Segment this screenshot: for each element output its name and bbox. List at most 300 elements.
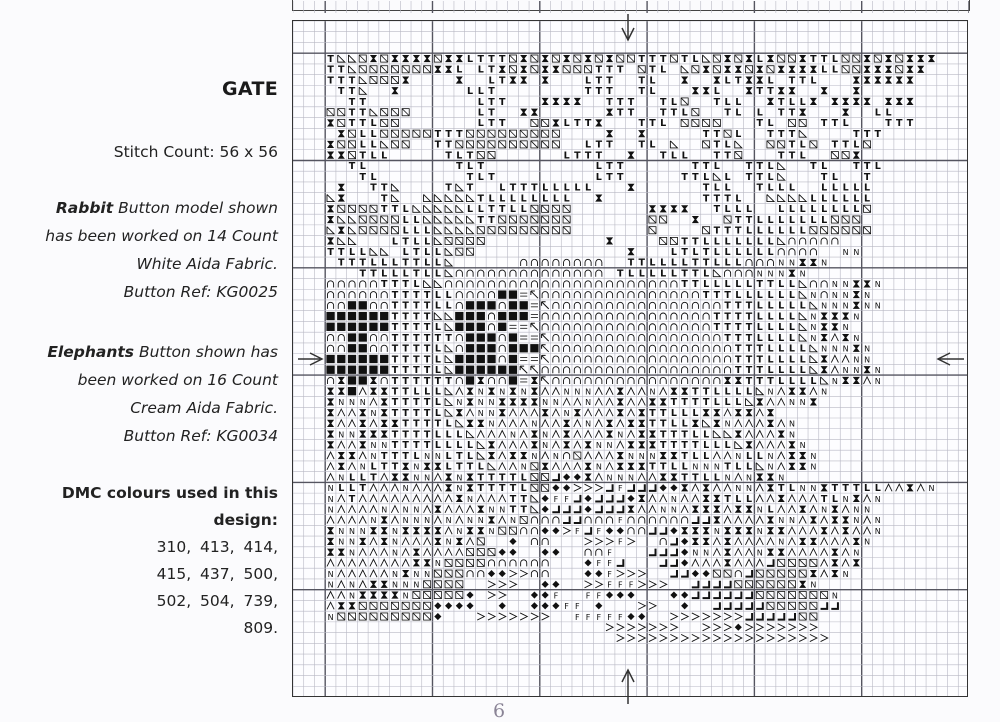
svg-text:N: N bbox=[413, 569, 420, 579]
svg-text:L: L bbox=[424, 225, 431, 237]
svg-text:T: T bbox=[606, 64, 613, 76]
svg-text:L: L bbox=[767, 365, 774, 377]
svg-text:T: T bbox=[391, 375, 399, 387]
svg-text:T: T bbox=[713, 225, 721, 237]
svg-text:T: T bbox=[788, 139, 796, 151]
svg-text:T: T bbox=[638, 53, 645, 65]
svg-text:N: N bbox=[456, 473, 463, 483]
svg-text:N: N bbox=[842, 494, 849, 504]
svg-text:L: L bbox=[778, 343, 785, 355]
svg-text:N: N bbox=[391, 548, 398, 558]
svg-text:L: L bbox=[735, 279, 742, 291]
svg-text:L: L bbox=[552, 182, 559, 194]
svg-text:T: T bbox=[423, 397, 431, 409]
svg-text:T: T bbox=[477, 161, 485, 173]
svg-text:N: N bbox=[391, 537, 398, 547]
svg-text:T: T bbox=[692, 268, 699, 280]
center-arrow-bottom-icon bbox=[621, 668, 635, 704]
svg-text:T: T bbox=[595, 139, 603, 151]
svg-text:L: L bbox=[821, 204, 828, 216]
svg-text:N: N bbox=[703, 548, 710, 558]
svg-text:L: L bbox=[445, 418, 452, 430]
rabbit-line-3: White Aida Fabric. bbox=[136, 255, 278, 273]
svg-text:T: T bbox=[402, 440, 409, 452]
svg-text:L: L bbox=[660, 64, 667, 76]
svg-text:T: T bbox=[702, 257, 710, 269]
svg-text:L: L bbox=[745, 461, 753, 473]
svg-text:N: N bbox=[424, 473, 431, 483]
svg-text:N: N bbox=[542, 441, 549, 451]
svg-text:L: L bbox=[767, 311, 774, 323]
svg-text:T: T bbox=[810, 161, 817, 173]
svg-text:T: T bbox=[756, 343, 763, 355]
svg-text:T: T bbox=[713, 150, 721, 162]
svg-text:F: F bbox=[575, 602, 580, 612]
dmc-line-4: 809. bbox=[243, 619, 278, 637]
svg-text:L: L bbox=[724, 182, 731, 194]
svg-text:L: L bbox=[788, 354, 795, 366]
svg-text:F: F bbox=[607, 548, 612, 558]
svg-text:L: L bbox=[467, 53, 474, 65]
svg-text:T: T bbox=[359, 107, 366, 119]
svg-text:L: L bbox=[724, 246, 731, 258]
svg-text:L: L bbox=[767, 343, 774, 355]
svg-text:F: F bbox=[585, 612, 591, 622]
svg-text:T: T bbox=[391, 365, 399, 377]
svg-text:N: N bbox=[874, 366, 881, 376]
svg-text:T: T bbox=[348, 107, 356, 119]
rabbit-line-2: has been worked on 14 Count bbox=[45, 227, 278, 245]
svg-text:T: T bbox=[638, 118, 645, 130]
svg-text:T: T bbox=[402, 375, 409, 387]
svg-text:L: L bbox=[391, 257, 398, 269]
svg-text:L: L bbox=[563, 182, 570, 194]
svg-text:L: L bbox=[821, 182, 828, 194]
svg-text:N: N bbox=[724, 419, 731, 429]
svg-text:T: T bbox=[659, 407, 667, 419]
svg-text:L: L bbox=[767, 182, 774, 194]
svg-text:L: L bbox=[445, 440, 452, 452]
svg-text:N: N bbox=[499, 505, 506, 515]
svg-text:L: L bbox=[703, 450, 710, 462]
svg-text:L: L bbox=[681, 107, 688, 119]
svg-text:T: T bbox=[670, 440, 678, 452]
svg-text:T: T bbox=[498, 96, 506, 108]
svg-text:T: T bbox=[745, 171, 753, 183]
svg-text:T: T bbox=[423, 343, 431, 355]
svg-text:T: T bbox=[466, 150, 474, 162]
svg-text:L: L bbox=[745, 246, 753, 258]
svg-text:T: T bbox=[724, 150, 731, 162]
svg-text:T: T bbox=[831, 118, 839, 130]
svg-text:L: L bbox=[756, 322, 763, 334]
svg-text:N: N bbox=[617, 473, 624, 483]
svg-text:L: L bbox=[713, 86, 720, 98]
svg-text:T: T bbox=[498, 75, 506, 87]
svg-text:L: L bbox=[424, 236, 431, 248]
svg-text:T: T bbox=[391, 343, 399, 355]
svg-text:T: T bbox=[606, 139, 613, 151]
svg-text:L: L bbox=[509, 193, 516, 205]
svg-text:N: N bbox=[810, 333, 817, 343]
svg-text:T: T bbox=[595, 75, 603, 87]
svg-text:N: N bbox=[499, 387, 506, 397]
svg-text:L: L bbox=[413, 450, 420, 462]
svg-text:L: L bbox=[402, 225, 409, 237]
svg-text:L: L bbox=[434, 268, 441, 280]
svg-text:L: L bbox=[563, 150, 570, 162]
svg-text:L: L bbox=[788, 483, 795, 495]
svg-text:T: T bbox=[466, 182, 474, 194]
svg-text:L: L bbox=[413, 386, 420, 398]
svg-text:T: T bbox=[359, 268, 366, 280]
svg-text:T: T bbox=[488, 118, 495, 130]
svg-text:T: T bbox=[896, 118, 903, 130]
svg-text:T: T bbox=[906, 118, 914, 130]
svg-text:L: L bbox=[799, 214, 806, 226]
svg-text:T: T bbox=[724, 332, 731, 344]
svg-text:T: T bbox=[649, 53, 656, 65]
svg-text:N: N bbox=[874, 526, 881, 536]
svg-text:L: L bbox=[756, 225, 763, 237]
svg-text:L: L bbox=[703, 268, 710, 280]
svg-text:L: L bbox=[874, 107, 881, 119]
svg-text:L: L bbox=[434, 429, 441, 441]
svg-text:T: T bbox=[359, 171, 366, 183]
svg-text:L: L bbox=[778, 365, 785, 377]
svg-text:T: T bbox=[574, 150, 581, 162]
svg-text:N: N bbox=[477, 408, 484, 418]
dmc-line-1: 310, 413, 414, bbox=[156, 538, 278, 556]
svg-text:N: N bbox=[424, 516, 431, 526]
svg-text:N: N bbox=[778, 258, 785, 268]
svg-text:L: L bbox=[434, 397, 441, 409]
svg-text:F: F bbox=[607, 569, 612, 579]
svg-text:N: N bbox=[349, 526, 356, 536]
svg-text:L: L bbox=[595, 161, 602, 173]
svg-text:T: T bbox=[423, 365, 431, 377]
svg-text:L: L bbox=[434, 386, 441, 398]
svg-text:L: L bbox=[520, 204, 527, 216]
svg-text:T: T bbox=[488, 204, 495, 216]
svg-text:L: L bbox=[670, 257, 677, 269]
svg-text:L: L bbox=[799, 204, 806, 216]
svg-text:L: L bbox=[434, 322, 441, 334]
svg-text:T: T bbox=[445, 128, 452, 140]
svg-text:N: N bbox=[424, 451, 431, 461]
svg-text:T: T bbox=[863, 128, 871, 140]
svg-text:N: N bbox=[842, 247, 849, 257]
svg-text:L: L bbox=[788, 300, 795, 312]
svg-text:N: N bbox=[756, 505, 763, 515]
svg-text:L: L bbox=[756, 332, 763, 344]
svg-text:T: T bbox=[413, 322, 420, 334]
svg-text:L: L bbox=[477, 461, 484, 473]
svg-text:T: T bbox=[831, 139, 839, 151]
svg-text:T: T bbox=[402, 397, 409, 409]
svg-text:T: T bbox=[413, 289, 420, 301]
svg-text:L: L bbox=[778, 214, 785, 226]
svg-text:T: T bbox=[756, 182, 763, 194]
svg-text:L: L bbox=[413, 279, 420, 291]
svg-text:T: T bbox=[638, 139, 645, 151]
svg-text:L: L bbox=[348, 472, 356, 484]
svg-text:T: T bbox=[595, 150, 603, 162]
svg-text:N: N bbox=[853, 312, 860, 322]
svg-text:L: L bbox=[692, 450, 699, 462]
svg-text:T: T bbox=[423, 407, 431, 419]
svg-text:L: L bbox=[585, 139, 592, 151]
svg-text:L: L bbox=[370, 257, 377, 269]
svg-text:T: T bbox=[584, 86, 592, 98]
center-arrow-left-icon bbox=[298, 352, 324, 366]
svg-text:L: L bbox=[799, 300, 806, 312]
svg-text:T: T bbox=[391, 311, 399, 323]
svg-text:F: F bbox=[596, 612, 602, 622]
svg-text:L: L bbox=[713, 440, 720, 452]
svg-text:T: T bbox=[466, 171, 474, 183]
svg-text:L: L bbox=[788, 204, 795, 216]
svg-text:T: T bbox=[745, 343, 753, 355]
svg-text:L: L bbox=[649, 257, 656, 269]
svg-text:F: F bbox=[553, 591, 559, 601]
svg-text:N: N bbox=[349, 591, 356, 601]
svg-text:L: L bbox=[520, 472, 527, 484]
svg-text:T: T bbox=[445, 150, 452, 162]
svg-text:T: T bbox=[391, 289, 399, 301]
svg-text:L: L bbox=[810, 193, 817, 205]
svg-text:N: N bbox=[810, 451, 817, 461]
svg-text:T: T bbox=[338, 75, 345, 87]
svg-text:L: L bbox=[359, 128, 366, 140]
svg-text:N: N bbox=[413, 473, 420, 483]
svg-text:N: N bbox=[381, 505, 388, 515]
svg-text:N: N bbox=[391, 526, 398, 536]
svg-text:T: T bbox=[724, 322, 731, 334]
svg-text:L: L bbox=[724, 257, 731, 269]
svg-text:T: T bbox=[348, 118, 356, 130]
svg-text:L: L bbox=[885, 107, 892, 119]
svg-text:T: T bbox=[606, 96, 613, 108]
svg-text:T: T bbox=[659, 96, 667, 108]
svg-text:L: L bbox=[338, 483, 345, 495]
svg-text:L: L bbox=[660, 118, 667, 130]
svg-text:N: N bbox=[628, 451, 634, 461]
svg-text:N: N bbox=[735, 484, 742, 494]
svg-text:N: N bbox=[391, 569, 398, 579]
svg-text:T: T bbox=[574, 118, 581, 130]
svg-text:L: L bbox=[799, 365, 806, 377]
svg-text:T: T bbox=[853, 128, 860, 140]
svg-text:T: T bbox=[348, 493, 356, 505]
svg-text:N: N bbox=[874, 301, 881, 311]
svg-text:T: T bbox=[498, 483, 506, 495]
svg-text:L: L bbox=[767, 289, 774, 301]
svg-text:T: T bbox=[745, 354, 753, 366]
svg-text:L: L bbox=[853, 182, 860, 194]
svg-text:T: T bbox=[777, 96, 785, 108]
svg-text:T: T bbox=[477, 193, 485, 205]
svg-text:T: T bbox=[423, 354, 431, 366]
svg-text:N: N bbox=[842, 280, 849, 290]
svg-text:N: N bbox=[563, 387, 570, 397]
svg-text:L: L bbox=[445, 450, 452, 462]
svg-text:T: T bbox=[456, 161, 463, 173]
svg-text:T: T bbox=[348, 257, 356, 269]
svg-text:T: T bbox=[745, 322, 753, 334]
svg-text:F: F bbox=[617, 484, 623, 494]
svg-text:L: L bbox=[767, 161, 774, 173]
svg-text:N: N bbox=[756, 269, 763, 279]
svg-text:N: N bbox=[660, 505, 667, 515]
svg-text:L: L bbox=[563, 193, 570, 205]
svg-text:T: T bbox=[745, 311, 753, 323]
svg-text:T: T bbox=[445, 375, 452, 387]
svg-text:T: T bbox=[659, 429, 667, 441]
svg-text:L: L bbox=[788, 375, 795, 387]
svg-text:T: T bbox=[391, 429, 399, 441]
svg-text:T: T bbox=[391, 332, 399, 344]
svg-text:N: N bbox=[402, 591, 409, 601]
svg-text:N: N bbox=[552, 451, 559, 461]
svg-text:L: L bbox=[756, 289, 763, 301]
svg-text:T: T bbox=[777, 483, 785, 495]
svg-text:L: L bbox=[767, 322, 774, 334]
svg-text:N: N bbox=[767, 387, 774, 397]
svg-text:L: L bbox=[585, 75, 592, 87]
svg-text:L: L bbox=[874, 161, 881, 173]
svg-text:L: L bbox=[745, 289, 753, 301]
center-arrow-top-icon bbox=[621, 14, 635, 42]
svg-text:T: T bbox=[348, 75, 356, 87]
svg-text:L: L bbox=[745, 225, 753, 237]
svg-text:L: L bbox=[692, 407, 699, 419]
svg-text:L: L bbox=[756, 53, 763, 65]
svg-text:T: T bbox=[402, 343, 409, 355]
svg-text:N: N bbox=[488, 408, 495, 418]
svg-text:T: T bbox=[338, 86, 345, 98]
svg-text:N: N bbox=[595, 462, 602, 472]
svg-text:L: L bbox=[799, 354, 806, 366]
svg-text:T: T bbox=[617, 268, 624, 280]
svg-text:N: N bbox=[778, 269, 785, 279]
svg-text:T: T bbox=[702, 386, 710, 398]
svg-text:L: L bbox=[842, 204, 849, 216]
svg-text:T: T bbox=[391, 386, 399, 398]
svg-text:T: T bbox=[423, 429, 431, 441]
svg-text:L: L bbox=[434, 246, 441, 258]
svg-text:N: N bbox=[821, 505, 828, 515]
svg-text:L: L bbox=[359, 139, 366, 151]
svg-text:T: T bbox=[681, 171, 688, 183]
svg-text:L: L bbox=[864, 182, 871, 194]
svg-text:T: T bbox=[327, 53, 334, 65]
svg-text:L: L bbox=[778, 300, 785, 312]
svg-text:L: L bbox=[434, 289, 441, 301]
svg-text:T: T bbox=[735, 300, 742, 312]
svg-text:L: L bbox=[724, 75, 731, 87]
svg-text:N: N bbox=[831, 344, 838, 354]
svg-text:L: L bbox=[381, 257, 388, 269]
svg-text:L: L bbox=[520, 193, 527, 205]
svg-text:L: L bbox=[724, 171, 731, 183]
svg-text:L: L bbox=[585, 182, 592, 194]
svg-text:T: T bbox=[692, 257, 699, 269]
svg-text:N: N bbox=[788, 430, 795, 440]
svg-text:L: L bbox=[434, 300, 441, 312]
svg-text:L: L bbox=[434, 257, 441, 269]
svg-text:N: N bbox=[413, 516, 420, 526]
svg-text:L: L bbox=[402, 214, 409, 226]
svg-text:N: N bbox=[327, 569, 334, 579]
svg-text:L: L bbox=[735, 257, 742, 269]
svg-text:T: T bbox=[488, 96, 495, 108]
svg-text:T: T bbox=[584, 150, 592, 162]
svg-text:T: T bbox=[498, 53, 506, 65]
svg-text:N: N bbox=[488, 398, 495, 408]
svg-text:L: L bbox=[788, 289, 795, 301]
svg-text:L: L bbox=[670, 461, 677, 473]
svg-text:T: T bbox=[874, 128, 882, 140]
svg-text:L: L bbox=[788, 182, 795, 194]
svg-text:T: T bbox=[531, 182, 538, 194]
svg-text:N: N bbox=[778, 516, 785, 526]
svg-text:N: N bbox=[724, 473, 731, 483]
svg-text:T: T bbox=[402, 289, 409, 301]
svg-text:T: T bbox=[777, 128, 785, 140]
svg-text:L: L bbox=[402, 268, 409, 280]
svg-text:T: T bbox=[327, 75, 334, 87]
svg-text:T: T bbox=[434, 375, 442, 387]
svg-text:T: T bbox=[488, 107, 495, 119]
svg-text:T: T bbox=[380, 461, 388, 473]
svg-text:N: N bbox=[359, 398, 366, 408]
svg-text:N: N bbox=[585, 398, 592, 408]
svg-text:N: N bbox=[338, 430, 345, 440]
elephants-ref: Button Ref: KG0034 bbox=[123, 427, 278, 445]
svg-text:T: T bbox=[659, 418, 667, 430]
svg-text:T: T bbox=[777, 107, 785, 119]
svg-text:F: F bbox=[617, 612, 623, 622]
svg-text:L: L bbox=[831, 193, 838, 205]
svg-text:T: T bbox=[670, 397, 678, 409]
svg-text:N: N bbox=[402, 516, 409, 526]
svg-text:L: L bbox=[359, 161, 366, 173]
svg-text:T: T bbox=[842, 139, 849, 151]
svg-text:L: L bbox=[402, 246, 409, 258]
svg-text:T: T bbox=[842, 483, 849, 495]
svg-text:T: T bbox=[713, 322, 721, 334]
svg-text:T: T bbox=[831, 483, 839, 495]
svg-text:T: T bbox=[402, 418, 409, 430]
page-number: 6 bbox=[493, 700, 506, 722]
svg-text:L: L bbox=[799, 225, 806, 237]
svg-text:N: N bbox=[467, 516, 474, 526]
svg-text:T: T bbox=[649, 118, 656, 130]
svg-text:N: N bbox=[338, 473, 345, 483]
svg-text:T: T bbox=[735, 214, 742, 226]
svg-text:F: F bbox=[617, 516, 623, 526]
svg-text:L: L bbox=[477, 64, 484, 76]
svg-text:F: F bbox=[617, 537, 623, 547]
svg-text:T: T bbox=[724, 107, 731, 119]
svg-text:N: N bbox=[424, 569, 431, 579]
svg-text:T: T bbox=[477, 483, 485, 495]
svg-text:N: N bbox=[853, 516, 860, 526]
svg-text:T: T bbox=[692, 161, 699, 173]
svg-text:N: N bbox=[874, 280, 881, 290]
svg-text:T: T bbox=[413, 365, 420, 377]
